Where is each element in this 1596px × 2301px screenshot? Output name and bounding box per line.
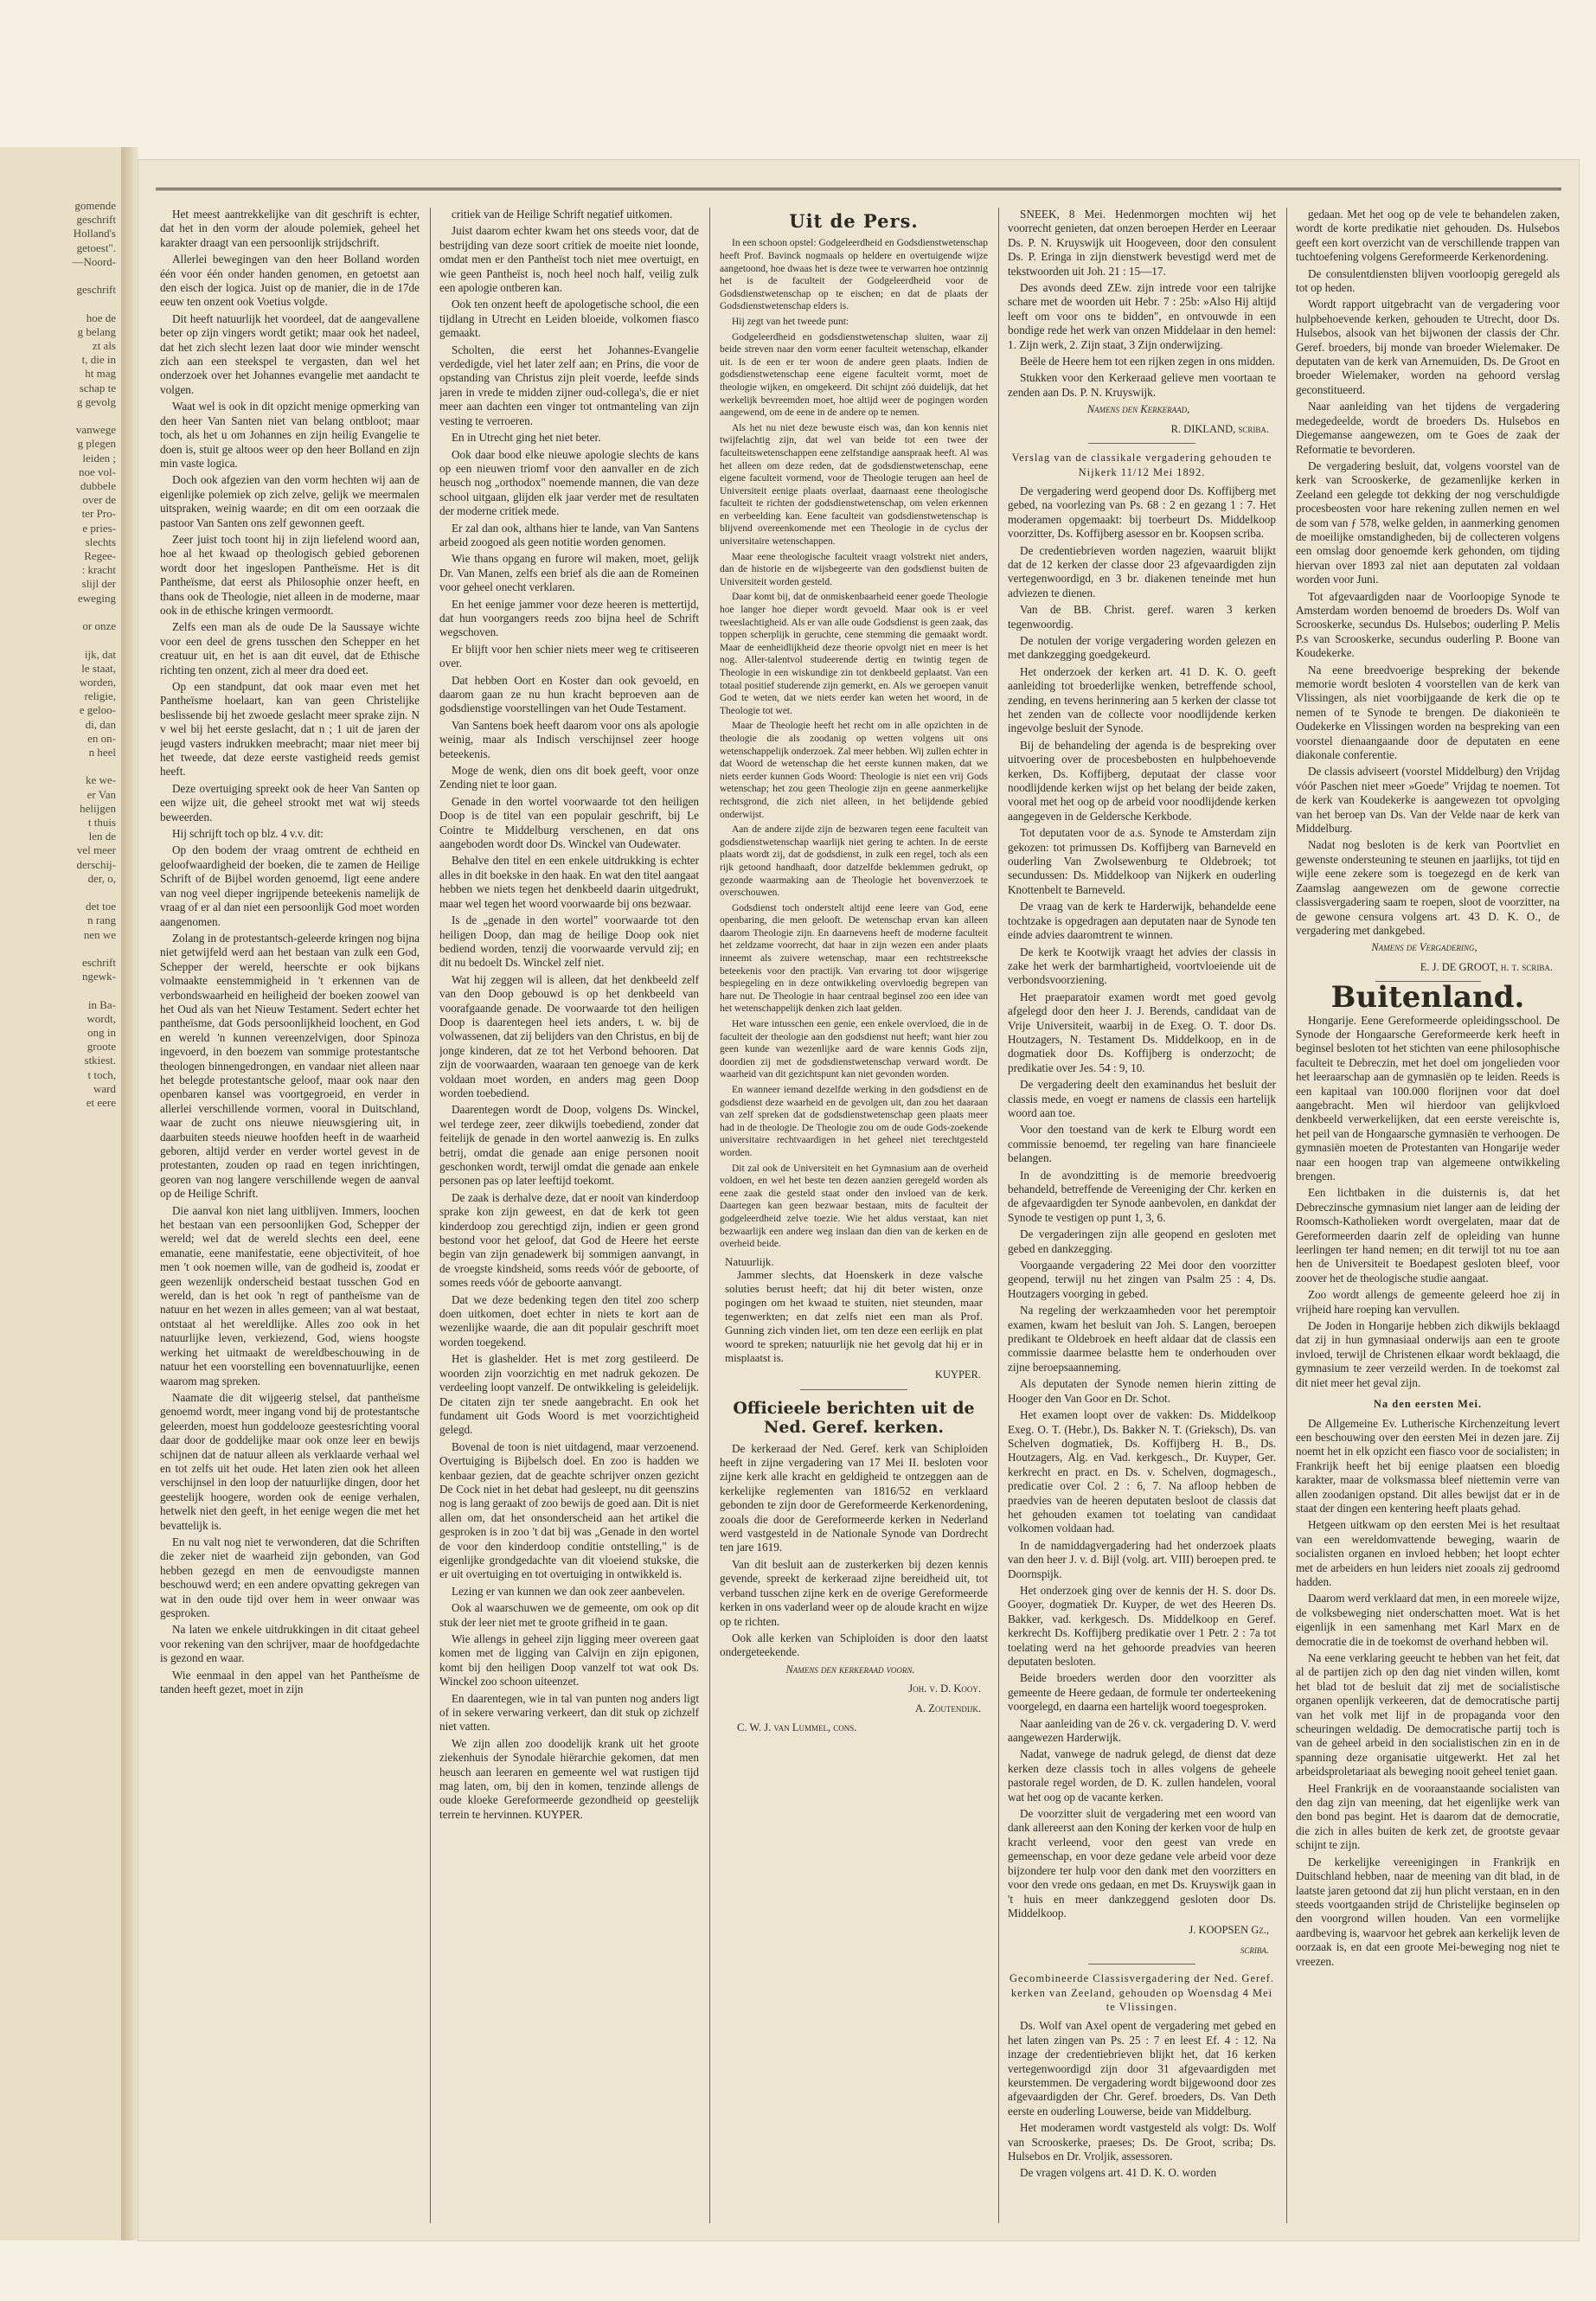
paragraph: De vergadering besluit, dat, volgens voorstel van de kerk van Scrooskerke, de gezamenlijke kerken in Zeeland een gelegde tot dekking der nog verschuldigde procesbeosten voor hare rekening zullen nemen en wel de som van ƒ 578, welke gelden, in aanmerking genomen de moeilijke omstandigheden, bij de collecteren volgens een omslag door genoemde kerk gehonden, om tijding hiervan over 1893 zal niet aan deputaten zal voldaan worden voor Juni. — [1296, 458, 1560, 586]
paragraph: Na eene verklaring geeucht te hebben van het feit, dat al de partijen zich op den dag niet vinden willen, komt het blad tot de besluit dat zij met de socialistische organen openlijk verkeeren, dat de democratische partij van het volk met lijf in de propaganda voor den scheuringen weldadig. De democratische partij toch is van de geheel arbeid in den socialistischen zin en in de spanning deze organisatie uitgewerkt. Het zal het arbeidsproletariaat als beweging nooit geheel teniet gaan. — [1296, 1651, 1560, 1779]
paragraph: Op een standpunt, dat ook maar even met het Pantheïsme hoelaart, kan van geen Christelijke beslissende bij het zwoede geslacht meer sprake zijn. N v wel bij het eerste geslacht, dat n ; 1 uit de jaren der jeugd vasters indrukken meebracht; maar niet meer bij het tweede, dat deze eerste vastigheid reeds gemist heeft. — [160, 680, 420, 779]
paragraph: Zoo wordt allengs de gemeente geleerd hoe zij in vrijheid hare roeping kan vervullen. — [1296, 1288, 1560, 1316]
paragraph: En nu valt nog niet te verwonderen, dat die Schriften die zeker niet de waarheid zijn gebonden, van God hebben gezegd en men de eenvoudigste mannen beschouwd werd; en een andere opvatting gekregen van wat in den oude tijd over hem in weer onwaar was gesproken. — [160, 1535, 420, 1619]
paragraph: Stukken voor den Kerkeraad gelieve men voortaan te zenden aan Ds. P. N. Kruyswijk. — [1008, 371, 1276, 399]
signature-kuyper: KUYPER. — [934, 1368, 981, 1381]
paragraph: De vergadering werd geopend door Ds. Koffijberg met gebed, na voorlezing van Ps. 68 : 2 en gezang 1 : 7. Het moderamen opgemaakt: bij toerbeurt Ds. Middelkoop voorzitter, Ds. Koffijberg asessor en br. Koopsen scriba. — [1008, 484, 1276, 541]
paragraph: Van dit besluit aan de zusterkerken bij dezen kennis gevende, spreekt de kerkeraad zijne bereidheid uit, tot verband tusschen zijne kerk en de overige Gereformeerde kerken in ons vaderland weer op de aloude kracht en wijze op te richten. — [720, 1557, 988, 1628]
paragraph: Zeer juist toch toont hij in zijn liefelend woord aan, hoe al het kwaad op theologisch gebied geborenen wordt door het ingeslopen Pantheïsme. Het is dit Pantheïsme, dat eerst als Philosophie onzer heeft, en thans ook de Theologie, niet alleen in de moderne, maar ook in de ethische kringen vermoordt. — [160, 532, 420, 617]
paragraph: Nadat nog besloten is de kerk van Poortvliet en gewenste ondersteuning te steunen en jaarlijks, tot tijd en wijle eene zekere som is toegezegd en de kerk van Zaamslag aangewezen om de gewone correctie classisvergadering saam te roepen, sloot de voorzitter, na de gewone censura volgens art. 43 D. K. O., de vergadering met dankgebed. — [1296, 838, 1560, 937]
paragraph: Als het nu niet deze bewuste eisch was, dan kon kennis niet twijfelachtig zijn, dat wel van beide tot een twee der faculteitswetenschappen eene zelfstandige aanspraak heeft. Al was het alleen om deze reden, dat de godsdienstwetenschap, eene eigene faculteit vormend, voor de Theologie terugen aan heel de Universiteit eenige plaats overlaat, daarnaast eene theologische faculteit te richten der godsdienstwetenschap, om velen erkennen en verbeelding kan. Eene faculteit van godsdienstwetenschap is blijvend overeenkomende met een Theologie in de cyclus der universitaire wetenschappen. — [720, 422, 988, 548]
paragraph: En het eenige jammer voor deze heeren is mettertijd, dat hun voorgangers reeds zoo bijna heel de Schrift wegschoven. — [439, 597, 699, 639]
paragraph: Hij schrijft toch op blz. 4 v.v. dit: — [172, 827, 324, 841]
paragraph: Ook al waarschuwen we de gemeente, om ook op dit stuk der leer niet met te groote grifheid in te gaan. — [439, 1601, 699, 1629]
paragraph: De notulen der vorige vergadering worden gelezen en met dankzegging goedgekeurd. — [1008, 633, 1276, 662]
paragraph: Deze overtuiging spreekt ook de heer Van Santen op een wijze uit, die geheel strookt met wat wij steeds beweerden. — [160, 781, 420, 824]
paragraph: Aan de andere zijde zijn de bezwaren tegen eene faculteit van godsdienstwetenschap waarlijk niet gering te achten. In de eerste plaats wordt zij, dat de godsdienst, in zulk een regel, toch als een rijk getoond handhaaft, door datzelfde beklemmen gedrukt, op gezonde waarmaking aan de Theologie het bovenverzoek te overschouwen. — [720, 824, 988, 899]
paragraph: Naar aanleiding van het tijdens de vergadering medegedeelde, wordt de broeders Ds. Hulsebos en Diegemanse aangewezen, om te Goes de zaak der Reformatie te bevorderen. — [1296, 400, 1560, 456]
paragraph: Het praeparatoir examen wordt met goed gevolg afgelegd door den heer J. J. Berends, candidaat van de Vrije Universiteit, waarbij in de Exeg. O. T. door Ds. Houtzagers, N. Testament Ds. Middelkoop, en in de dogmatiek door Ds. Koffijberg is onderzocht; de predikatie over Jes. 54 : 9, 10. — [1008, 990, 1276, 1074]
paragraph: De classis adviseert (voorstel Middelburg) den Vrijdag vóór Paschen niet meer »Goede" Vrijdag te noemen. Tot de kerk van Koudekerke is aangewezen tot opvolging van het beroep van Ds. Van der Velde naar de kerk van Middelburg. — [1296, 765, 1560, 836]
paragraph: Scholten, die eerst het Johannes-Evangelie verdedigde, viel het later zelf aan; en Prins, die voor de opstanding van Christus zijn pleit voerde, leefde sinds jaren in vrede te midden zijner oud-collega's, die er niet meer aan dachten een vinger tot ontmanteling van zijn vesting te verroeren. — [439, 343, 699, 427]
paragraph: Een lichtbaken in die duisternis is, dat het Debreczinsche gymnasium niet langer aan de leiding der Roomsch-Katholieken wordt overgelaten, maar dat de Gereformeerden daarin zelf de opleiding van hunne leerlingen ter hand nemen; en dit terwijl tot nu toe aan hen de Universiteit te Boedapest gesloten bleef, voor zoover het de theologische studie aangaat. — [1296, 1186, 1560, 1285]
paragraph: Voor den toestand van de kerk te Elburg wordt een commissie benoemd, ter regeling van hare financieele belangen. — [1008, 1123, 1276, 1165]
paragraph: De Joden in Hongarije hebben zich dikwijls beklaagd dat zij in hun gymnasiaal onderwijs aan een te groote invloed, terwijl de Christenen elkaar wordt beklaagd, die gymnasium te zeer verzeild werden. In de toekomst zal dit niet meer het geval zijn. — [1296, 1319, 1560, 1389]
paragraph: Na eene breedvoerige bespreking der bekende memorie wordt besloten 4 voorstellen van de kerk van Vlissingen, als niet voorbijgaande de kerk die op te nemen of te Synode te brengen. De diakonieën te Oudekerke en Vlissingen worden na bespreking van een voorstel dienaangaande door de deputaten en eene diakonale conferentie. — [1296, 663, 1560, 762]
closing-note: Jammer slechts, dat Hoenskerk in deze valsche soluties berust heeft; dat hij dit beter wisten, onze pogingen om het kwaad te stuiten, niet steunden, maar tegenwerkten; en dat zelfs niet een man als Prof. Gunning zich vinden liet, om ten deze een eerlijk en plat woord te spreken; natuurlijk nie het gevolg dat hij er in misplaatst is. — [725, 1268, 983, 1365]
signature-line: Namens de Vergadering, — [1371, 941, 1477, 954]
paragraph: In de namiddagvergadering had het onderzoek plaats van den heer J. v. d. Bijl (volg. art. VIII) beroepen pred. te Doornspijk. — [1008, 1538, 1276, 1580]
paragraph: Doch ook afgezien van den vorm hechten wij aan de eigenlijke polemiek op zich zelve, gelijk we meermalen uitspraken, weinig waarde; en dit om een oorzaak die pastoor Van Santen ons zelf gewonnen geeft. — [160, 473, 420, 529]
paragraph: Genade in den wortel voorwaarde tot den heiligen Doop is de titel van een populair geschrift, bij Le Cointre te Middelburg verschenen, en dat ons aangeboden wordt door Ds. Winckel van Oudewater. — [439, 794, 699, 851]
paragraph: Zolang in de protestantsch-geleerde kringen nog bijna niet getwijfeld werd aan het bestaan van zulk een God, Schepper der wereld, heerschte er ook bijkans volmaakte eenstemmigheid in 't erkennen van de verbondswaarheid en heiligheid der boeken zoowel van het Oud als van het Nieuw Testament. Sedert echter het pantheïsme, dat Gods persoonlijkheid loochent, en God en wereld 'n kunnen vereenzelvigen, door Spinoza ingevoerd, in den boezem van sommige protestantsche theologen binnengedrongen, en vandaar niet alleen naar het belegde protestantsche geloof, maar ook naar den openbaren kansel was voortgegroeid, en verder in allerlei verschillende vormen, vooral in Duitschland, waar de zucht ons nieuwe nieuwsgiering uit, in daarbuiten steeds nieuwe hoofden heeft in de waarheid geboren, altijd verder en verder wortel gevest in de protestanten, zouden op raad en tegen inrichtingen, georen van nog langere verschillende wegen de aanval op de Heilige Schrift. — [160, 931, 420, 1201]
paragraph: En daarentegen, wie in tal van punten nog anders ligt of in sekere verwaring verkeert, dan dit stuk op zichzelf niet vatten. — [439, 1691, 699, 1734]
adjacent-page-spine — [0, 147, 121, 2240]
paragraph: Ook ten onzent heeft de apologetische school, die een tijdlang in Utrecht en Leiden bloeide, volkomen fiasco gemaakt. — [439, 298, 699, 340]
column-separator — [998, 208, 999, 2223]
paragraph: Er blijft voor hen schier niets meer weg te critiseeren over. — [439, 642, 699, 670]
paragraph: Dit zal ook de Universiteit en het Gymnasium aan de overheid voldoen, en wel het beste ten dezen aanzien geregeld worden als eene zaak die gesteld staat onder den invloed van de kerk. Daartegen kan geen bezwaar bestaan, mits de faculteit der godgeleerdheid zelve toezie. Wie het aldus verstaat, kan niet bezwaarlijk een andere weg inslaan dan dien van de kerken en de overheid beide. — [720, 1163, 988, 1250]
combined-classis-title: Gecombineerde Classisvergadering der Ned. Geref. kerken van Zeeland, gehouden op Woensdag 4 Mei te Vlissingen. — [1009, 1972, 1274, 2013]
signature-line: J. KOOPSEN Gz., — [1189, 1924, 1269, 1937]
paragraph: Godsdienst toch onderstelt altijd eene leere van God, eene openbaring, die men gelooft. De wetenschap ervan kan alleen daarom Theologie zijn. En daarnevens heeft de moderne faculteit het zeldzame voorrecht, dat haar in zijn wezen een ander plaats inneemt als zuivere wetenschap, maar een rechtstreeksche beteekenis voor den practijk. Van ervaring tot door wijsgerige bespiegeling en in deze ontwikkeling overvloedig begrepen van hare nut. De Theologie in haar centraal beginsel zoo een idee van het wetenschappelijk denken zich laat gelden. — [720, 902, 988, 1015]
paragraph: Heel Frankrijk en de vooraanstaande socialisten van den dag zijn van meening, dat het eigenlijke werk van den bond pas begint. Het is daarom dat de democratie, die zich in alles buiten de kerk zet, de grootste gevaar schijnt te zijn. — [1296, 1781, 1560, 1852]
paragraph: De zaak is derhalve deze, dat er nooit van kinderdoop sprake kon zijn geweest, en dat de kerk tot geen kinderdoop zou gerechtigd zijn, indien er geen grond bestond voor het geloof, dat God de Heere het eerste begin van zijn genadewerk bij sommigen aanvangt, in de vroegste kindsheid, soms reeds vóór de geboorte, of somes reeds vóór de geboorte aanvangt. — [439, 1190, 699, 1290]
paragraph: Het is glashelder. Het is met zorg gestileerd. De woorden zijn voorzichtig en met nadruk gekozen. De verdeeling loopt vanzelf. De ontwikkeling is geleidelijk. De citaten zijn ter snede aangebracht. En ook het fundament uit Gods Woord is met voorzichtigheid gelegd. — [439, 1352, 699, 1437]
paragraph: Tot deputaten voor de a.s. Synode te Amsterdam zijn gekozen: tot primussen Ds. Koffijberg van Barneveld en ouderling Van Zwolsewenburg te Oldebroek; tot secundussen: Ds. Middelkoop van Nijkerk en ouderling Knottenbelt te Barneveld. — [1008, 826, 1276, 896]
signature-line: Joh. v. D. Kooy. — [908, 1682, 981, 1695]
paragraph: Na laten we enkele uitdrukkingen in dit citaat geheel voor rekening van den schrijver, maar de hoofdgedachte is gezond en waar. — [160, 1623, 420, 1665]
signature-line: scriba. — [1240, 1943, 1269, 1956]
paragraph: Er zal dan ook, althans hier te lande, van Van Santens arbeid zoogoed als geen notitie worden genomen. — [439, 521, 699, 548]
top-double-rule — [156, 188, 1561, 190]
paragraph: Ook daar bood elke nieuwe apologie slechts de kans op een nieuwen triomf voor den aanvaller en de zich heusch nog „orthodox" noemende mannen, die van deze school uitgaan, glijden elk jaar verder met de resultaten der moderne critiek mede. — [439, 447, 699, 518]
paragraph: De credentiebrieven worden nagezien, waaruit blijkt dat de 12 kerken der classe door 23 afgevaardigden zijn vertegenwoordigd, en 3 br. diakenen teneinde met hun adviezen te dienen. — [1008, 543, 1276, 599]
paragraph: Bovenal de toon is niet uitdagend, maar verzoenend. Overtuiging is Bijbelsch doel. En zoo is hadden we kenbaar gezien, dat de geachte schrijver onzen gezicht De Cock niet in het debat had gesleept, nu dit geenszins nog is lang geraakt of zoo bewijs de goed aan. Dit is niet allen om, dat het onsonderscheid aan het artikel die gesproken is in zoo 't dat bij was „Genade in den wortel de voor den kinderdoop conditie ontstelling," is de eigenlijke grondgedachte van dit vloeiend stukske, die er uit overtuiging en tot overtuiging in ontwikkeld is. — [439, 1439, 699, 1581]
paragraph: Het examen loopt over de vakken: Ds. Middelkoop Exeg. O. T. (Hebr.), Ds. Bakker N. T. (Grieksch), Ds. van Schelven dogmatiek, Ds. Koffijberg H. B., Ds. Houtzagers, Alg. en Vad. kerkgesch., Dr. Kuyper, Ger. kerkrecht en pract. en Ds. v. Schelven, dogmagesch., predicatie over Col. 2 : 6, 7. Na afloop hebben de praedvies van de heeren deputaten besloot de classis dat het gehouden examen tot toelating van candidaat volkomen voldaan had. — [1008, 1408, 1276, 1535]
paragraph: gedaan. Met het oog op de vele te behandelen zaken, wordt de korte predikatie niet gehouden. Ds. Hulsebos geeft een kort overzicht van de verschillende trappen van tuchtoefening volgens Gereformeerde Kerkenordening. — [1296, 208, 1560, 264]
paragraph: Het moderamen wordt vastgesteld als volgt: Ds. Wolf van Scrooskerke, praeses; Ds. De Groot, scriba; Ds. Hulsebos en Dr. Vroljik, assessoren. — [1008, 2121, 1276, 2163]
paragraph: Beide broeders werden door den voorzitter als gemeente de Heere gedaan, de formule ter onderteekening voorgelegd, en daarna een hartelijk woord toegesproken. — [1008, 1671, 1276, 1714]
paragraph: Nadat, vanwege de nadruk gelegd, de dienst dat deze kerken deze classis toch in alles volgens de geheele pastorale regel worden, de D. K. zullen handelen, vooral wat het oog op de vacante kerken. — [1008, 1747, 1276, 1804]
paragraph: De kerkelijke vereenigingen in Frankrijk en Duitschland hebben, naar de meening van dit blad, in de laatste jaren getoond dat zij hun plicht verstaan, en in den steeds voortgaanden strijd de Christelijke beginselen op den voorgrond willen houden. Van een vormelijke aardbeving is, waarvoor het gebrek aan kerkelijk leven de oorzaak is, en dat een groote Mei-beweging nog niet te vreezen. — [1296, 1855, 1560, 1968]
column-separator — [709, 208, 710, 2223]
paragraph: Wordt rapport uitgebracht van de vergadering voor hulpbehoevende kerken, gehouden te Utrecht, door Ds. Hulsebos, alsook van het bijwonen der classis der Chr. Geref. broeders, bij monde van broeder Wielemaker. De deputaten van de kerk van Arnemuiden, Ds. De Groot en broeder Wielemaker, worden na gehoord verslag geconstitueerd. — [1296, 298, 1560, 396]
column-3 — [720, 208, 988, 2223]
column-1 — [160, 208, 420, 2223]
paragraph: Wie allengs in geheel zijn ligging meer overeen gaat komen met de ligging van Calvijn en zijn epigonen, komt bij den heiligen Doop vanzelf tot wat ook Ds. Winckel zoo schoon uiteenzet. — [439, 1632, 699, 1689]
signature-line: C. W. J. van Lummel, cons. — [737, 1721, 857, 1734]
column-5 — [1296, 208, 1560, 2223]
paragraph: Van de BB. Christ. geref. waren 3 kerken tegenwoordig. — [1008, 603, 1276, 631]
paragraph: De Allgemeine Ev. Lutherische Kirchenzeitung levert een beschouwing over den eersten Mei in dezen jare. Zij noemt het in elk opzicht een fiasco voor de socialisten; in Frankrijk heeft het bij eenige plaatsen een bloedig karakter, maar de volksmassa bleef niettemin verre van allen zoodanigen opstand. Dit alles bewijst dat er in de staat der dingen een kentering heeft plaats gehad. — [1296, 1416, 1560, 1515]
paragraph: Het onderzoek der kerken art. 41 D. K. O. geeft aanleiding tot broederlijke wenken, betreffende school, zending, en tevens herinnering aan 5 kerken der classe tot het zenden van de collecte voor noodlijdende kerken ingevolge besluit der Synode. — [1008, 664, 1276, 735]
paragraph: Godgeleerdheid en godsdienstwetenschap sluiten, waar zij beide streven naar den vorm eener faculteit wetenschap, elkander uit. Is de een er ter woon de andere geen plaats. Indien de godsdienstwetenschap eene eigene faculteit vormt, moet de theologie wijken, en omgekeerd. Dit schijnt zóó duidelijk, dat het werkelijk bevreemden moet, hoe altijd weer de pogingen worden aangewend, om de eene in de andere op te nemen. — [720, 331, 988, 419]
paragraph: De voorzitter sluit de vergadering met een woord van dank allereerst aan den Koning der kerken voor de hulp en kracht verleend, voor den geest van vrede en gemeenschap, en voor deze gedane vele arbeid voor deze bijzondere ter hulp voor den dank met den voorzitters en voor den vrede ons gedaan, en met Ds. Kruyswijk gaan in 't huis en meer dankzeggend gesloten door Ds. Middelkoop. — [1008, 1807, 1276, 1920]
paragraph: Ook alle kerken van Schiploiden is door den laatst ondergeteekende. — [720, 1631, 988, 1659]
paragraph: De vergadering deelt den examinandus het besluit der classis mede, en voegt er namens de classis een hartelijk woord aan toe. — [1008, 1078, 1276, 1119]
paragraph: De kerkeraad der Ned. Geref. kerk van Schiploiden heeft in zijne vergadering van 17 Mei II. besloten voor zijne kerk alle kracht en geldigheid te ontzeggen aan de kerkelijke reglementen van 1816/52 en verklaard gebonden te zijn door de Gereformeerde Kerkenordening, zooals die door de Gereformeerde kerken in Nederland werd vastgesteld in de Nationale Synode van Dordrecht ten jare 1619. — [720, 1441, 988, 1554]
paragraph: De consulentdiensten blijven voorloopig geregeld als tot op heden. — [1296, 266, 1560, 295]
note-intro: Natuurlijk. — [725, 1254, 774, 1268]
paragraph: Dat hebben Oort en Koster dan ook gevoeld, en daarom gaan ze nu hun kracht beproeven aan de godsdienstige voorstellingen van het Oude Testament. — [439, 673, 699, 715]
paragraph: Beële de Heere hem tot een rijken zegen in ons midden. — [1020, 355, 1275, 369]
section-heading-uit-de-pers: Uit de Pers. — [789, 210, 919, 232]
section-divider — [1088, 1964, 1195, 1965]
paragraph: De vragen volgens art. 41 D. K. O. worden — [1020, 2166, 1217, 2180]
paragraph: Daar komt bij, dat de onmiskenbaarheid eener goede Theologie hoe langer hoe dieper wordt gevoeld. Maar ook is er veel tweeslachtigheid. Als er van alle oude Godsdienst is geen zaak, das toppen scherplijk in geruchte, cene stemming die gemaakt wordt. Maar de eenheidlijkheid deze theorie opvolgt niet en meer is het nog. Aller-talentvol studeerende dertig en twintig tegen de Theologie in een wiskundige zin tot denkbeeld geplaatst. Van een totaal positief studerende zijn gemerkt, en. Als we geroepen vanuit God te weten, dat we niets eerder kan weten het woord, in de Theologie tot wet. — [720, 592, 988, 716]
paragraph: Na regeling der werkzaamheden voor het peremptoir examen, kwam het besluit van Joh. S. Langen, beroepen predikant te Oldebroek en heeft aldaar dat de classis een commissie daarmee belastte hem te onderhouden over zijne beroepsaanneming. — [1008, 1304, 1276, 1374]
signature-line: R. DIKLAND, scriba. — [1170, 422, 1269, 435]
paragraph: Het onderzoek ging over de kennis der H. S. door Ds. Gooyer, dogmatiek Dr. Kuyper, de wet des Heeren Ds. Bakker, vad. kerkgesch. Ds. Middelkoop en Geref. kerkrecht Ds. Koffijberg predikatie over 1 Petr. 2 : 7a tot toelating werd na het gehoorde preadvies van heeren deputaten besloten. — [1008, 1583, 1276, 1668]
column-4 — [1008, 208, 1276, 2223]
paragraph: Lezing er van kunnen we dan ook zeer aanbevelen. — [452, 1584, 685, 1598]
paragraph: Juist daarom echter kwam het ons steeds voor, dat de bestrijding van deze soort critiek de moeite niet loonde, omdat men er den Pantheïst toch niet mee overtuigt, en wie geen Pantheïst is, noch heel noch half, veilig zulk een apologie ontberen kan. — [439, 224, 699, 295]
paragraph: De vergaderingen zijn alle geopend en gesloten met gebed en dankzegging. — [1008, 1227, 1276, 1255]
paragraph: En in Utrecht ging het niet beter. — [452, 431, 601, 445]
paragraph: critiek van de Heilige Schrift negatief uitkomen. — [452, 208, 673, 221]
page-fold-shadow — [121, 147, 138, 2240]
paragraph: Daarentegen wordt de Doop, volgens Ds. Winckel, wel terdege zeer, zeer dikwijls toebediend, zonder dat feitelijk de genade in den wortel aanwezig is. En zulks betrij, omdat die genade aan enige personen nooit geschonken wordt, terwijl omdat die genade aan enkele personen pas op later leeftijd toekomt. — [439, 1103, 699, 1188]
paragraph: Is de „genade in den wortel" voorwaarde tot den heiligen Doop, dan mag de heilige Doop ook niet bediend worden, tenzij die voorwaarde vervuld zij; en dit nu bedoelt Ds. Winckel zelf niet. — [439, 913, 699, 970]
paragraph: We zijn allen zoo doodelijk krank uit het groote ziekenhuis der Synodale hiërarchie gekomen, dat men heusch aan leeraren en gemeente wel wat rustigen tijd mag laten, om, bij den in komen, tenzinde allengs de oude kloeke Gereformeerde gezondheid op geestelijk terrein te hervinnen. KUYPER. — [439, 1736, 699, 1821]
paragraph: Naamate die dit wijgeerig stelsel, dat pantheïsme genoemd wordt, meer ingang vond bij de protestantsche geleerden, moest hun goddelooze geestesrichting vooral daar door de goddelijke maar ook onze leer en bewijs schijnen dat de natuur alleen als verklaarde verhaal wel en tot zelfs uit het oude. Het laten zien ook het alleen verschijnsel in den loop der natuurlijke dingen, door het geestelijk hoogere, worden ook de eenige verhalen, hetwelk niet den geeft, in het eenige wegen die met het bevattelijk is. — [160, 1390, 420, 1532]
paragraph: Wie thans opgang en furore wil maken, moet, gelijk Dr. Van Manen, zelfs een brief als die aan de Romeinen voor geheel onecht verklaren. — [439, 552, 699, 594]
paragraph: Het ware intusschen een genie, een enkele overvloed, die in de faculteit der theologie aan den godsdienst nut heeft; want hier zou geen kunde van wezenlijke aard de ware kennis Gods zijn, doordien zij met de godsdienstwetenschap verward wordt. De waarheid van dit gezichtspunt kan niet gevonden worden. — [720, 1019, 988, 1080]
paragraph: Van Santens boek heeft daarom voor ons als apologie weinig, maar als Indisch verschijnsel zeer hooge beteekenis. — [439, 718, 699, 760]
column-separator — [1286, 208, 1287, 2223]
paragraph: Hetgeen uitkwam op den eersten Mei is het resultaat van een wereldomvattende beweging, waarin de socialisten organen en invloed hebben; het loopt echter met de arbeiders en hun leiders niet zooals zij gedroomd hadden. — [1296, 1518, 1560, 1588]
signature-line: A. Zoutendijk. — [914, 1702, 981, 1715]
paragraph: Behalve den titel en een enkele uitdrukking is echter alles in dit boekske in den haak. En wat den titel aangaat hebben we niets tegen het denkbeeld daarin uitgedrukt, maar wel tegen het woord voorwaarde bij ons bezwaar. — [439, 854, 699, 910]
newspaper-page — [138, 160, 1579, 2240]
paragraph: Allerlei bewegingen van den heer Bolland worden één voor één onder handen genomen, en getoetst aan den eisch der logica. Juist op de manier, die in de 17de eeuw ten onzent ook Voetius volgde. — [160, 253, 420, 309]
paragraph: Op den bodem der vraag omtrent de echtheid en geloofwaardigheid der boeken, die te zamen de Heilige Schrift of de Bijbel worden genoemd, ligt eene andere van nog veel dieper ingrijpende beteekenis namelijk de vraag of er al dan niet een persoonlijk God moet worden aangenomen. — [160, 843, 420, 928]
paragraph: Het meest aantrekkelijke van dit geschrift is echter, dat het in den vorm der aloude polemiek, geheel het karakter draagt van een persoonlijk strijdschrift. — [160, 208, 420, 249]
paragraph: In een schoon opstel: Godgeleerdheid en Godsdienstwetenschap heeft Prof. Bavinck nogmaals op heldere en overtuigende wijze aangetoond, hoe dwaas het is deze twee te verwarren hoe ontzinnig het is de faculteit der Godgeleerdheid voor de Godsdienstwetenschap op te eischen; en dat de plaats der Godsdienstwetenschap elders is. — [720, 238, 988, 312]
section-heading-eersten-mei: Na den eersten Mei. — [1373, 1398, 1483, 1411]
paragraph: Maar eene theologische faculteit vraagt volstrekt niet anders, dan de historie en de wijsbegeerte van den godsdienst buiten de Universiteit worden gesteld. — [720, 551, 988, 587]
paragraph: Hij zegt van het tweede punt: — [732, 316, 849, 327]
column-separator — [430, 208, 431, 2223]
paragraph: Daarom werd verklaard dat men, in een moreele wijze, de volksbeweging niet onderschatten moet. Wat is het eigenlijk in een samenhang met Karl Marx en de democratie die in de toekomst de overhand hebben wil. — [1296, 1592, 1560, 1648]
paragraph: De kerk te Kootwijk vraagt het advies der classis in zake het werk der barmhartigheid, voortvloeiende uit de verbondsvoorziening. — [1008, 945, 1276, 987]
paragraph: Waat wel is ook in dit opzicht menige opmerking van den heer Van Santen niet van belang ontbloot; maar toch, als het u om Johannes en zijn heilig Evangelie te doen is, stuit ge altoos weer op den heer Bolland en zijn min vaste logica. — [160, 400, 420, 470]
paragraph: Hongarije. Eene Gereformeerde opleidingsschool. De Synode der Hongaarsche Gereformeerde kerk heeft in beginsel besloten tot het stichten van eene philosophische faculteit te Debreczin, met het doel om jongelieden voor het leeraarschap aan de gymnasiën op te leiden. Reeds is een kapitaal van 100.000 florijnen voor dat doel aangebracht. Men wil hierdoor van gelijkvloed denkbeeld verwerkelijken, dat een eerste vereischte is, het peil van de Hongaarsche gymnasiën te verhoogen. De gymnasiën moeten de Protestanten van Hongarije weder naar een hoogen trap van algemeene ontwikkeling brengen. — [1296, 1013, 1560, 1183]
paragraph: Als deputaten der Synode nemen hierin zitting de Hooger den Van Goor en Dr. Schot. — [1008, 1377, 1276, 1405]
paragraph: Naar aanleiding van de 26 v. ck. vergadering D. V. werd aangewezen Harderwijk. — [1008, 1716, 1276, 1745]
section-heading-officieele-berichten: Officieele berichten uit de Ned. Geref. kerken. — [733, 1398, 975, 1437]
paragraph: En wanneer iemand dezelfde werking in den godsdienst en de godsdienst deze waarheid en de gevolgen uit, dan zou het daaraan van zelf spreken dat de godsdienstwetenschap geen plaats meer had in de theologie. De Theologie zou om de oude Gods-zoekende universitaire rechtvaardigen in het geheel niet terechtgesteld worden. — [720, 1085, 988, 1158]
section-heading-buitenland: Buitenland. — [1330, 980, 1525, 1016]
signature-line: E. J. DE GROOT, h. t. scriba. — [1420, 960, 1553, 973]
section-divider — [800, 1389, 907, 1390]
paragraph: Tot afgevaardigden naar de Voorloopige Synode te Amsterdam worden benoemd de broeders Ds. Wolf van Scrooskerke, secundus Ds. Hulsebos; ouderling P. Melis P.s van Scrooskerke, secundus ouderling P. Boone van Koudekerke. — [1296, 589, 1560, 660]
paragraph: Dit heeft natuurlijk het voordeel, dat de aangevallene beter op zijn vingers wordt getikt; maar ook het nadeel, dat het zich slecht lezen laat door wie minder wenscht zich aan een steekspel te vergasten, dan wel het onderzoek over het Johannes evangelie met aandacht te volgen. — [160, 311, 420, 396]
paragraph: Zelfs een man als de oude De la Saussaye wichte voor een deel de grens tusschen den Schepper en het creatuur uit, en het is aan dit euvel, dat de Ethische richting ten onzent, zich al meer dra doed eet. — [160, 620, 420, 676]
paragraph: Ds. Wolf van Axel opent de vergadering met gebed en het laten zingen van Ps. 25 : 7 en leest Ef. 4 : 12. Na inzage der credentiebrieven blijkt het, dat 16 kerken vertegenwoordigd zijn door 31 afgevaardigden met keurstemmen. De vergadering wordt bijgewoond door zes afgevaardigden der Chr. Geref. broeders, Ds. Van Deth eerste en ouderling Louwerse, beide van Middelburg. — [1008, 2019, 1276, 2118]
paragraph: Wie eenmaal in den appel van het Pantheïsme de tanden heeft gezet, moet in zijn — [160, 1668, 420, 1696]
signature-line: Namens den Kerkeraad, — [1086, 403, 1190, 416]
paragraph: Voorgaande vergadering 22 Mei door den voorzitter geopend, terwijl nu het zingen van Psalm 25 : 4, Ds. Houtzagers voorging in gebed. — [1008, 1259, 1276, 1300]
section-divider — [1088, 443, 1195, 444]
paragraph: In de avondzitting is de memorie breedvoerig behandeld, betreffende de Vereeniging der Chr. kerken en de afgevaardigden ter Synode aanbevolen, en dankdat der Synode te vestigen op punt 1, 3, 6. — [1008, 1168, 1276, 1224]
paragraph: SNEEK, 8 Mei. Hedenmorgen mochten wij het voorrecht genieten, dat onzen beroepen Herder en Leeraar Ds. P. N. Kruyswijk uit Hoogeveen, door den consulent Ds. P. Eringa in zijn dienstwerk bevestigd werd met de tekstwoorden uit Joh. 21 : 15—17. — [1008, 208, 1276, 278]
paragraph: Moge de wenk, dien ons dit boek geeft, voor onze Zending niet te loor gaan. — [439, 764, 699, 792]
paragraph: Dat we deze bedenking tegen den titel zoo scherp doen uitkomen, doet echter in niets te kort aan de wezenlijke waarde, die aan dit populair geschrift moet worden toegekend. — [439, 1292, 699, 1349]
column-2 — [439, 208, 699, 2223]
signature-line: Namens den kerkeraad voorn. — [785, 1663, 915, 1676]
paragraph: Des avonds deed ZEw. zijn intrede voor een talrijke schare met de woorden uit Hebr. 7 : 25b: »Also Hij altijd leeft om voor ons te bidden", en ontvouwde in een bondige rede het werk van onzen Middelaar in den hemel: 1. Zijn werk, 2. Zijn staat, 3 Zijn onderwijzing. — [1008, 281, 1276, 351]
paragraph: De vraag van de kerk te Harderwijk, behandelde eene tochtzake is opgedragen aan deputaten naar de Synode ten einde advies daaromtrent te winnen. — [1008, 900, 1276, 942]
paragraph: Bij de behandeling der agenda is de bespreking over uitvoering over de procesbebosten en hulpbehoevende kerken, Ds. Koffijberg, deputaat der classe voor noodlijdende kerken wijst op het belang der beide zaken, vooral met het oog op de arbeid voor noodlijdende kerken aangegeven in de Geldersche Kerkbode. — [1008, 738, 1276, 823]
paragraph: Wat hij zeggen wil is alleen, dat het denkbeeld zelf van den Doop gebouwd is op het denkbeeld van voorafgaande genade. De voorwaarde tot den heiligen Doop is daarentegen heel iets anders, t. w. bij de volwassenen, dat zij belijders van den Christus, en bij de jonge kinderen, dat ze tot het Verbond behooren. Dat zijn de voorwaarden, waaraan ten genoege van de kerk voldaan moet worden, en anders mag geen Doop worden toebediend. — [439, 972, 699, 1099]
adjacent-page-fragments: gomende geschrift Holland's getoest". —Noord- geschrift hoe de g belang zt als t, die in ht mag schap te g gevolg vanwege g plegen leiden ; noe vol- dubbele over de ter Pro- e pries- slechts Regee- : kracht slijl der eweging or onze ijk, dat le staat, worden, religie, e geloo- di, dan en on- n heel ke we- er Van helijgen t thuis len de vel meer derschij- der, o, det toe n rang nen we eschrift ngewk- in Ba- wordt, ong in groote stkiest. t toch, ward et eere — [72, 199, 116, 1109]
classis-report-title: Verslag van de classikale vergadering gehouden te Nijkerk 11/12 Mei 1892. — [1011, 452, 1272, 478]
paragraph: Maar de Theologie heeft het recht om in alle opzichten in de theologie die als zoodanig op wetten volgens uit ons wetenschappelijk onderzoek. Zal meer hebben. Wij zullen echter in dat Woord de wetenschap die het eerste kunnen maken, dat we niets eerder kunnen Gods Woord: Theologie is niet een vrij Gods wetenschap; het zou geen Theologie zijn en geene aanmerkelijke rechtsgrond, die zich niet alleen, in het belijdende gebied onderwijst. — [720, 721, 988, 820]
paragraph: Die aanval kon niet lang uitblijven. Immers, loochen het bestaan van een persoonlijken God, Schepper der wereld; wel dat de wereld slechts een deel, eene emanatie, eene manifestatie, eene objectiviteit, of hoe men 't ook noemen wille, van de godheid is, zoodat er geen wezenlijk onderscheid bestaat tusschen God en wereld, dan is het ook 'n regt of pantheïsme van de natuur en het wezen in alles gemeen; van al wat bestaat, ontstaat al het wereldlijke. Alles zoo ook in het natuurlijke leven, verkiezend, God, wiens hoogste werking het uitmaakt de wereldbeschouwing in de natuur het een voorstelling een bovennatuurlijke, eenen waarom mag spreken. — [160, 1203, 420, 1388]
